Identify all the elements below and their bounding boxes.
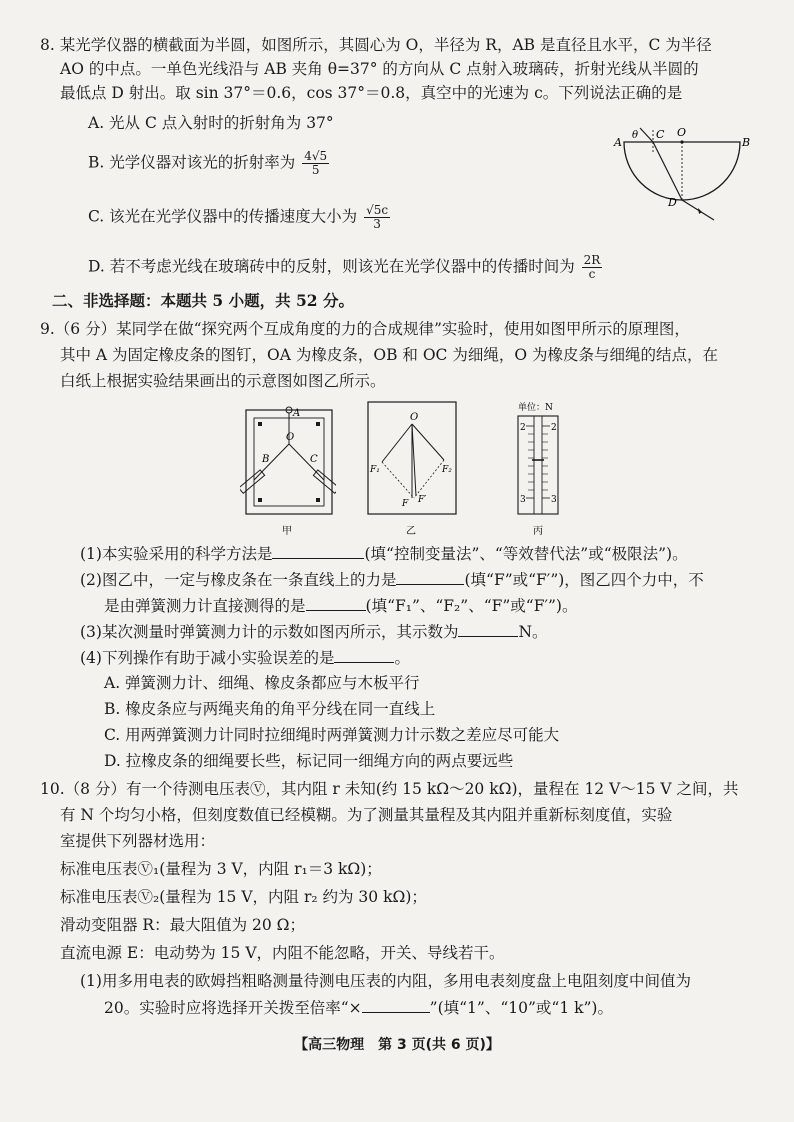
pin-br <box>316 498 320 502</box>
page-footer: 【高三物理 第 3 页(共 6 页)】 <box>294 1037 500 1053</box>
bing-tick-2-left: 2 <box>520 423 526 433</box>
q8-option-d <box>88 254 604 281</box>
q9-part4-answer-blank[interactable] <box>334 646 394 663</box>
bing-tick-2-right: 2 <box>551 423 557 433</box>
q10-part1-answer-blank[interactable] <box>362 996 430 1013</box>
q9-part4-option-c: C. 用两弹簧测力计同时拉细绳时两弹簧测力计示数之差应尽可能大 <box>104 726 560 744</box>
figure-bing-spring-scale <box>506 400 576 540</box>
q8-option-b <box>88 150 331 177</box>
pin-tr <box>316 422 320 426</box>
jia-label-o: O <box>286 432 295 443</box>
q9-part3-answer-blank[interactable] <box>458 620 518 637</box>
yi-label-f1: F₁ <box>370 465 380 475</box>
q9-part4 <box>80 646 410 669</box>
q9-part1-text: (1)本实验采用的科学方法是 <box>80 545 273 563</box>
q9-part2 <box>80 568 704 591</box>
rope-ob <box>254 444 289 480</box>
q8-option-c-numerator: √5c <box>366 203 389 217</box>
label-a: A <box>614 136 622 149</box>
q8-option-b-denominator: 5 <box>311 163 320 177</box>
section-ii-heading: 二、非选择题：本题共 5 小题，共 52 分。 <box>52 291 354 310</box>
q10-equipment-v2: 标准电压表Ⓥ₂(量程为 15 V，内阻 r₂ 约为 30 kΩ)； <box>60 888 427 906</box>
q10-part1-line2 <box>104 996 613 1019</box>
q9-part4-text: (4)下列操作有助于减小实验误差的是 <box>80 649 335 667</box>
q8-option-d-fraction <box>582 254 603 281</box>
q10-part1-text: 20。实验时应将选择开关拨至倍率“× <box>104 999 362 1017</box>
figure-jia-apparatus <box>240 400 336 540</box>
q8-semicircle-figure <box>610 122 750 222</box>
q9-stem-line3: 白纸上根据实验结果画出的示意图如图乙所示。 <box>60 372 386 390</box>
q9-part2b-hint: (填“F₁”、“F₂”、“F”或“F′”)。 <box>365 597 578 615</box>
q10-part1-hint: ”(填“1”、“10”或“1 k”)。 <box>429 999 613 1017</box>
q9-stem-line2: 其中 A 为固定橡皮条的图钉，OA 为橡皮条，OB 和 OC 为细绳，O 为橡皮条与细绳的结点，在 <box>60 346 718 364</box>
q8-option-c-denominator: 3 <box>373 217 381 231</box>
q8-option-b-numerator: 4√5 <box>304 149 328 163</box>
parallelogram-side-2 <box>414 460 444 498</box>
q9-part3-text: (3)某次测量时弹簧测力计的示数如图丙所示，其示数为 <box>80 623 459 641</box>
force-f2 <box>412 424 444 460</box>
force-f1 <box>382 424 412 462</box>
center-point-o <box>680 140 683 143</box>
q9-part1 <box>80 542 688 565</box>
q8-option-d-text: D. 若不考虑光线在玻璃砖中的反射，则该光在光学仪器中的传播时间为 <box>88 257 575 276</box>
q10-part1-line1: (1)用多用电表的欧姆挡粗略测量待测电压表的内阻，多用电表刻度盘上电阻刻度中间值为 <box>80 972 691 990</box>
scale-slot <box>534 416 542 514</box>
pin-bl <box>258 498 262 502</box>
q8-option-a: A. 光从 C 点入射时的折射角为 37° <box>88 114 334 132</box>
q9-part2b-text: 是由弹簧测力计直接测得的是 <box>104 597 306 615</box>
bing-caption: 丙 <box>533 526 543 537</box>
q10-stem-line1: 10.（8 分）有一个待测电压表Ⓥ，其内阻 r 未知(约 15 kΩ～20 kΩ)，量程在 12 V～15 V 之间，共 <box>40 780 739 798</box>
jia-label-a: A <box>293 408 301 419</box>
incident-ray <box>640 128 653 142</box>
label-c: C <box>656 128 665 141</box>
rope-oc <box>289 444 324 480</box>
yi-caption: 乙 <box>406 526 416 537</box>
q8-option-d-numerator: 2R <box>583 253 601 267</box>
yi-label-o: O <box>410 412 419 423</box>
q9-part4-option-b: B. 橡皮条应与两绳夹角的角平分线在同一直线上 <box>104 700 436 718</box>
q8-option-d-denominator: c <box>588 267 596 281</box>
q10-stem-line2: 有 N 个均匀小格，但刻度数值已经模糊。为了测量其量程及其内阻并重新标刻度值，实验 <box>60 806 673 824</box>
q9-stem-line1: 9.（6 分）某同学在做“探究两个互成角度的力的合成规律”实验时，使用如图甲所示的原理图， <box>40 320 690 338</box>
label-b: B <box>742 136 750 149</box>
bing-tick-3-left: 3 <box>520 495 526 505</box>
q9-part4-end: 。 <box>394 649 410 667</box>
q10-stem-line3: 室提供下列器材选用： <box>60 832 216 850</box>
q8-option-b-text: B. 光学仪器对该光的折射率为 <box>88 153 296 172</box>
exit-ray-arrow <box>698 208 702 214</box>
q10-equipment-rheostat: 滑动变阻器 R：最大阻值为 20 Ω； <box>60 916 306 934</box>
figure-yi-force-diagram <box>366 400 462 540</box>
pin-tl <box>258 422 262 426</box>
jia-label-c: C <box>310 454 318 465</box>
q9-part3-unit: N。 <box>518 623 548 641</box>
q10-equipment-v1: 标准电压表Ⓥ₁(量程为 3 V，内阻 r₁＝3 kΩ)； <box>60 860 382 878</box>
q9-part4-option-d: D. 拉橡皮条的细绳要长些，标记同一细绳方向的两点要远些 <box>104 752 514 770</box>
q9-part2b <box>104 594 577 617</box>
q9-part4-option-a: A. 弹簧测力计、细绳、橡皮条都应与木板平行 <box>104 674 420 692</box>
yi-label-f-prime: F′ <box>418 495 427 505</box>
q8-option-c-fraction <box>364 204 390 231</box>
q10-equipment-source: 直流电源 E：电动势为 15 V，内阻不能忽略，开关、导线若干。 <box>60 944 505 962</box>
q8-stem-line2: AO 的中点。一单色光线沿与 AB 夹角 θ=37° 的方向从 C 点射入玻璃砖，折射光线从半圆的 <box>60 60 699 78</box>
label-o: O <box>677 126 687 139</box>
bing-unit: 单位：N <box>518 403 553 413</box>
q8-stem-line1: 8. 某光学仪器的横截面为半圆，如图所示，其圆心为 O，半径为 R，AB 是直径且水平，C 为半径 <box>40 36 712 54</box>
q9-part1-answer-blank[interactable] <box>272 542 364 559</box>
yi-label-f2: F₂ <box>442 465 452 475</box>
label-theta: θ <box>632 130 639 141</box>
q8-option-c <box>88 204 392 231</box>
yi-label-f: F <box>402 499 409 509</box>
q9-part2-answer-blank-1[interactable] <box>396 568 464 585</box>
q8-option-b-fraction <box>302 150 329 177</box>
jia-label-b: B <box>262 454 270 465</box>
q9-part2-text: (2)图乙中，一定与橡皮条在一条直线上的力是 <box>80 571 397 589</box>
q9-part3 <box>80 620 548 643</box>
q8-stem-line3: 最低点 D 射出。取 sin 37°＝0.6，cos 37°＝0.8，真空中的光速为 c。下列说法正确的是 <box>60 84 683 102</box>
force-f-prime <box>412 424 416 496</box>
spring-scale-right <box>313 470 336 493</box>
refracted-ray <box>653 142 682 200</box>
q9-part2-answer-blank-2[interactable] <box>306 594 366 611</box>
bing-tick-3-right: 3 <box>551 495 557 505</box>
q8-option-c-text: C. 该光在光学仪器中的传播速度大小为 <box>88 207 358 226</box>
q9-part2-hint: (填“F”或“F′”)，图乙四个力中，不 <box>464 571 704 589</box>
jia-caption: 甲 <box>282 526 292 537</box>
parallelogram-side-1 <box>382 462 414 498</box>
exit-ray <box>682 200 714 220</box>
q9-part1-hint: (填“控制变量法”、“等效替代法”或“极限法”)。 <box>364 545 688 563</box>
label-d: D <box>668 196 677 209</box>
